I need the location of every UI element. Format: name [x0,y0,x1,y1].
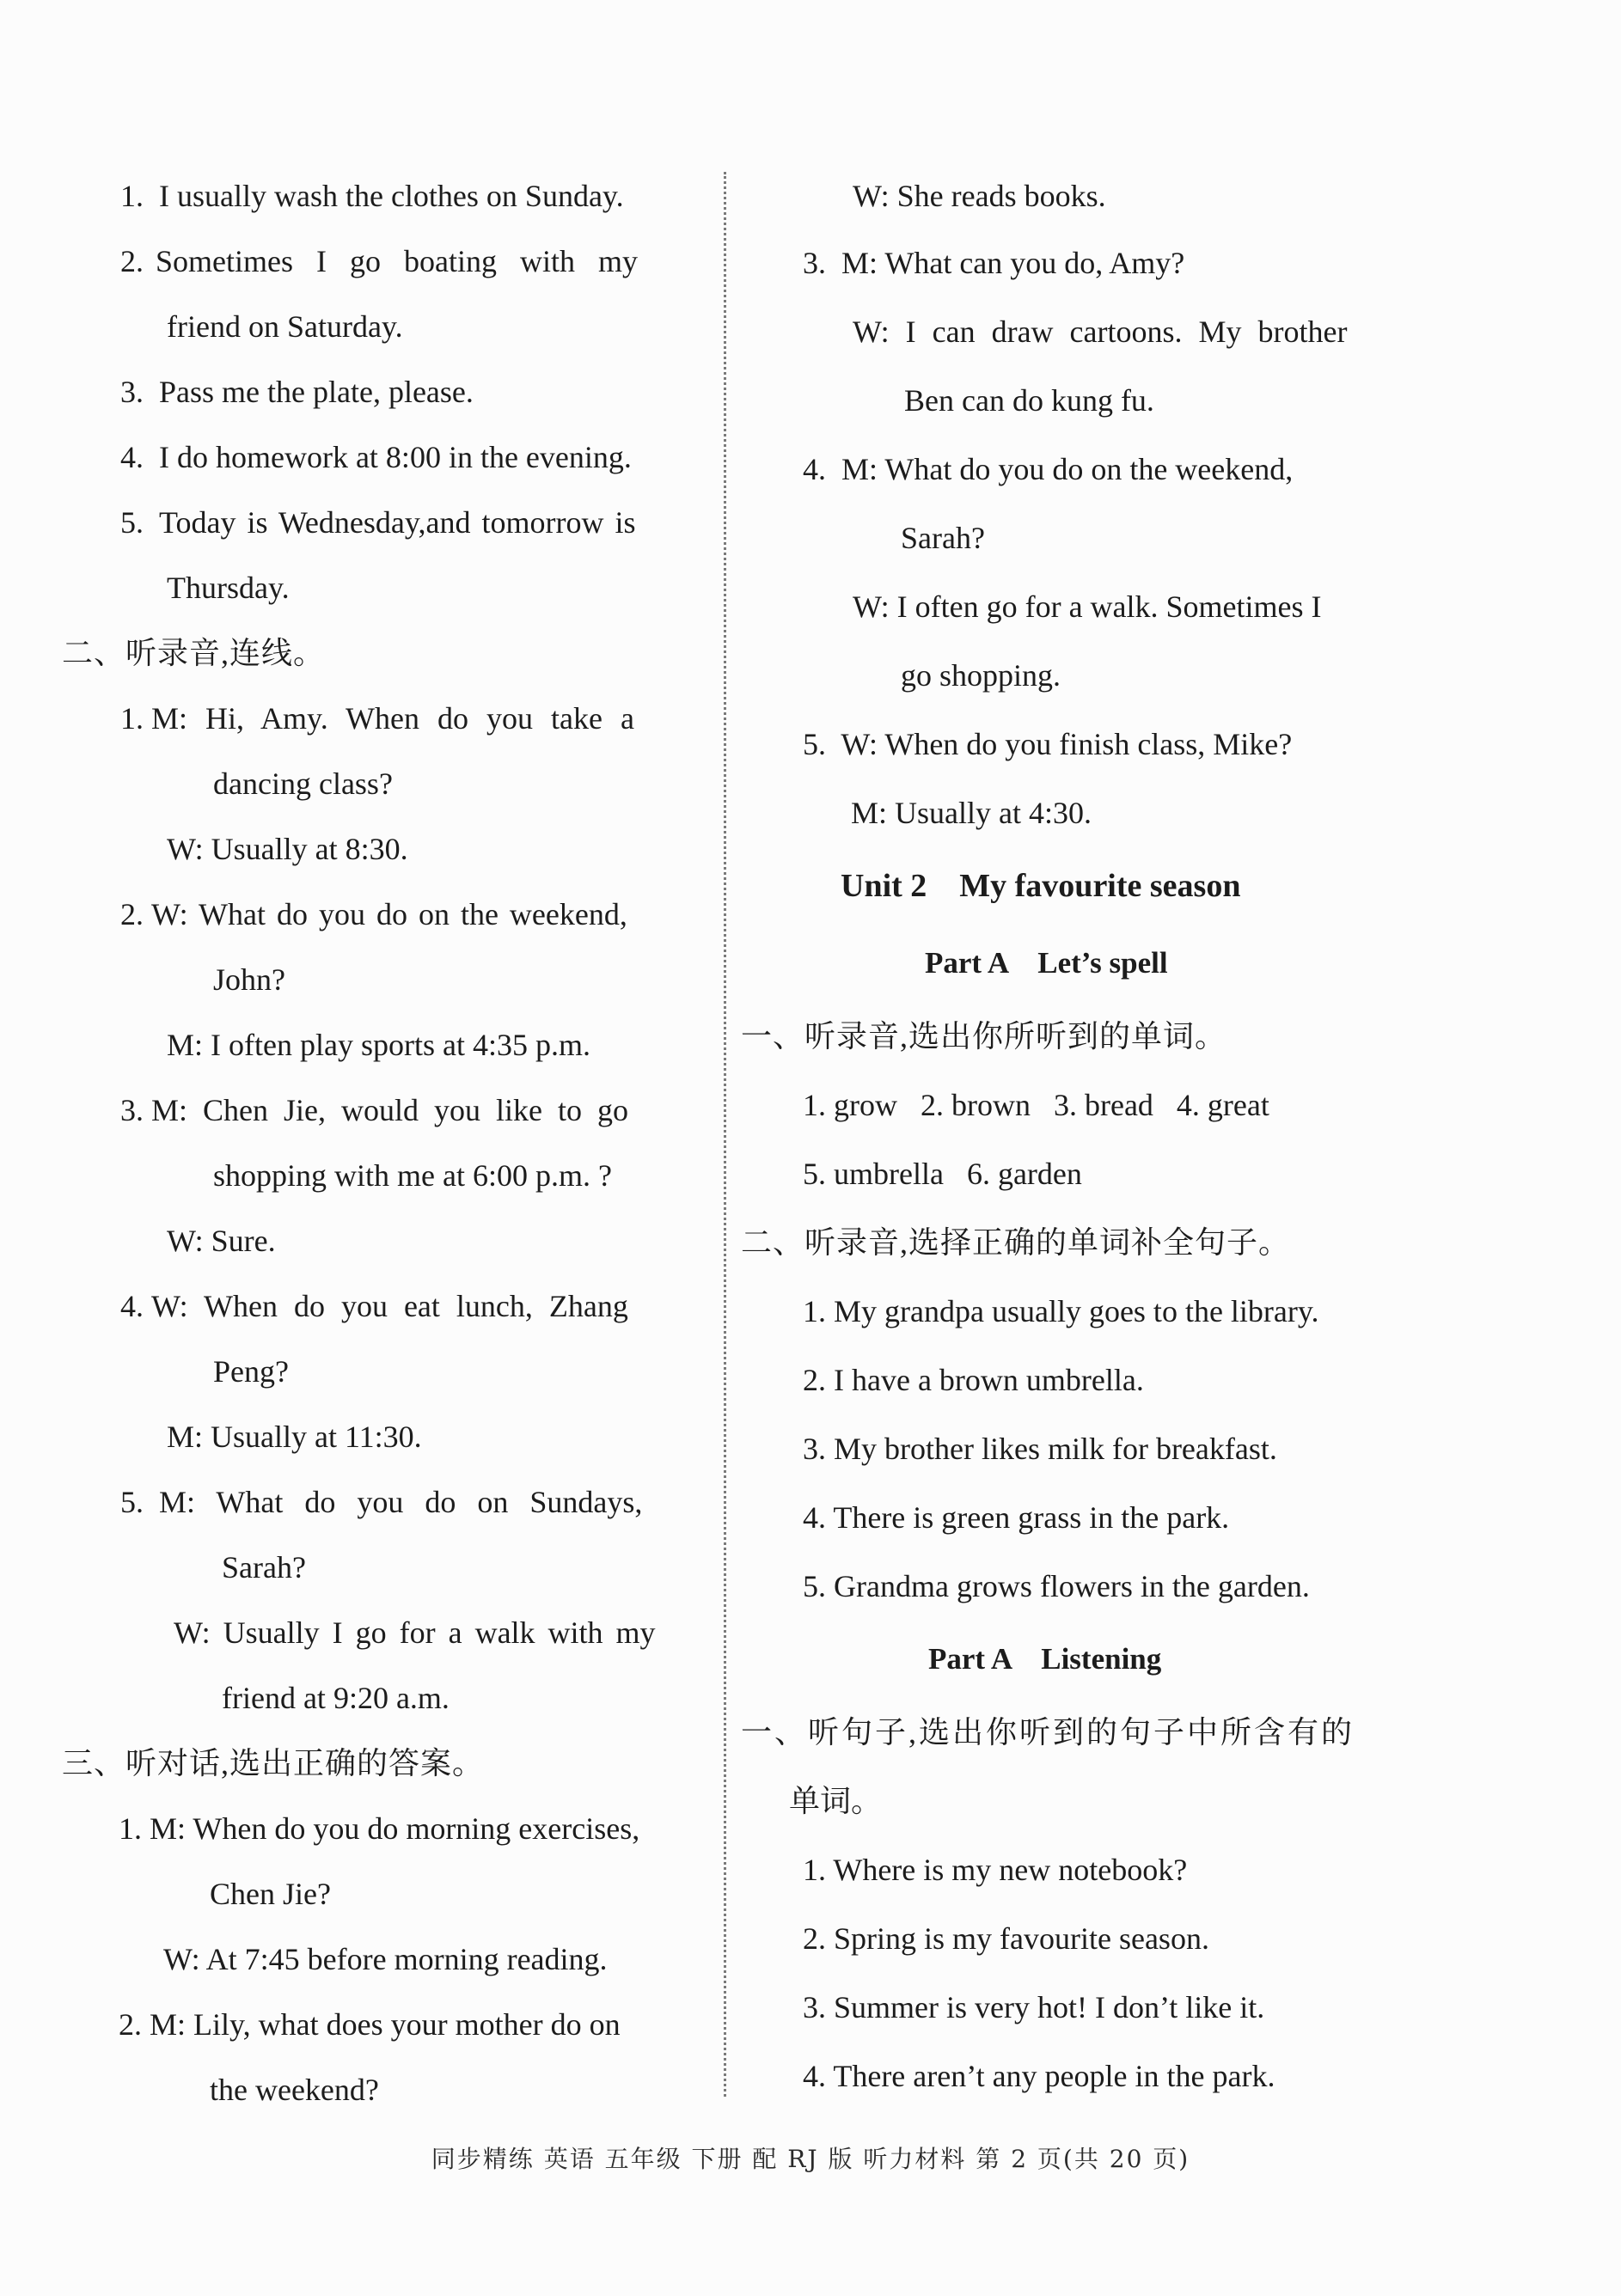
s3-item-2: 2. M: Lily, what does your mother do on [119,2007,621,2042]
spell-section-2-title: 二、听录音,选择正确的单词补全句子。 [741,1225,1291,1260]
spell-s2-item-5: 5. Grandma grows flowers in the garden. [803,1569,1310,1603]
r-item-3: 3. M: What can you do, Amy? [803,246,1185,280]
listening-section-1-title: 一、听句子,选出你听到的句子中所含有的 [741,1715,1355,1749]
r-line-3: W: I can draw cartoons. My brother [853,314,1348,349]
s3-item-1-answer: W: At 7:45 before morning reading. [163,1942,608,1976]
s2-item-4-cont: Peng? [213,1354,289,1389]
s2-item-3-cont: shopping with me at 6:00 p.m. ? [213,1158,612,1193]
s1-item-5-cont: Thursday. [167,571,290,605]
s2-item-4-answer: M: Usually at 11:30. [167,1420,422,1454]
s2-item-5-answer: W: Usually I go for a walk with my [174,1615,656,1650]
r-item-5: 5. W: When do you finish class, Mike? [803,727,1293,761]
spell-s2-item-2: 2. I have a brown umbrella. [803,1363,1144,1397]
listening-item-2: 2. Spring is my favourite season. [803,1921,1209,1956]
s1-item-2: 2. Sometimes I go boating with my [120,244,638,278]
s3-item-1-cont: Chen Jie? [210,1877,331,1911]
s2-item-5-cont: Sarah? [222,1550,306,1585]
s2-item-3: 3. M: Chen Jie, would you like to go [120,1093,628,1127]
r-line-10: M: Usually at 4:30. [851,796,1092,830]
s1-item-1: 1. I usually wash the clothes on Sunday. [120,179,624,213]
r-line-4: Ben can do kung fu. [904,383,1154,418]
section-2-title: 二、听录音,连线。 [62,636,326,670]
s2-item-1-answer: W: Usually at 8:30. [167,832,408,866]
words-row-1: 1. grow 2. brown 3. bread 4. great [803,1088,1269,1122]
s2-item-5: 5. M: What do you do on Sundays, [120,1485,643,1519]
section-3-title: 三、听对话,选出正确的答案。 [62,1746,485,1780]
listening-item-3: 3. Summer is very hot! I don’t like it. [803,1990,1265,2024]
r-line-8: go shopping. [901,658,1061,693]
spell-s2-item-1: 1. My grandpa usually goes to the library. [803,1294,1319,1328]
s2-item-5-answer-cont: friend at 9:20 a.m. [222,1681,450,1715]
s2-item-3-answer: W: Sure. [167,1224,276,1258]
part-listening-title: Part A Listening [928,1642,1162,1676]
s1-item-2-cont: friend on Saturday. [167,309,403,344]
words-row-2: 5. umbrella 6. garden [803,1157,1082,1191]
part-spell-title: Part A Let’s spell [925,946,1168,980]
listening-section-1-title-cont: 单词。 [789,1784,883,1818]
s2-item-4: 4. W: When do you eat lunch, Zhang [120,1289,628,1323]
r-line-6: Sarah? [901,521,985,555]
s2-item-2-cont: John? [213,962,285,997]
left-column [62,163,703,2122]
unit-title: Unit 2 My favourite season [841,868,1241,904]
listening-item-4: 4. There aren’t any people in the park. [803,2059,1275,2093]
s3-item-1: 1. M: When do you do morning exercises, [119,1811,640,1846]
s1-item-5: 5. Today is Wednesday,and tomorrow is [120,505,636,540]
s1-item-3: 3. Pass me the plate, please. [120,375,474,409]
r-line-7: W: I often go for a walk. Sometimes I [853,589,1322,624]
s3-item-2-cont: the weekend? [210,2073,379,2107]
r-line-1: W: She reads books. [853,179,1106,213]
listening-item-1: 1. Where is my new notebook? [803,1853,1188,1887]
s2-item-1-cont: dancing class? [213,766,393,801]
spell-section-1-title: 一、听录音,选出你所听到的单词。 [741,1019,1227,1053]
s2-item-1: 1. M: Hi, Amy. When do you take a [120,701,634,736]
right-column [741,163,1399,2110]
r-item-4: 4. M: What do you do on the weekend, [803,452,1294,486]
column-divider [724,172,726,2097]
spell-s2-item-3: 3. My brother likes milk for breakfast. [803,1432,1277,1466]
page-footer: 同步精练 英语 五年级 下册 配 RJ 版 听力材料 第 2 页(共 20 页) [431,2145,1190,2173]
s2-item-2-answer: M: I often play sports at 4:35 p.m. [167,1028,590,1062]
s2-item-2: 2. W: What do you do on the weekend, [120,897,627,931]
s1-item-4: 4. I do homework at 8:00 in the evening. [120,440,632,474]
spell-s2-item-4: 4. There is green grass in the park. [803,1500,1230,1535]
